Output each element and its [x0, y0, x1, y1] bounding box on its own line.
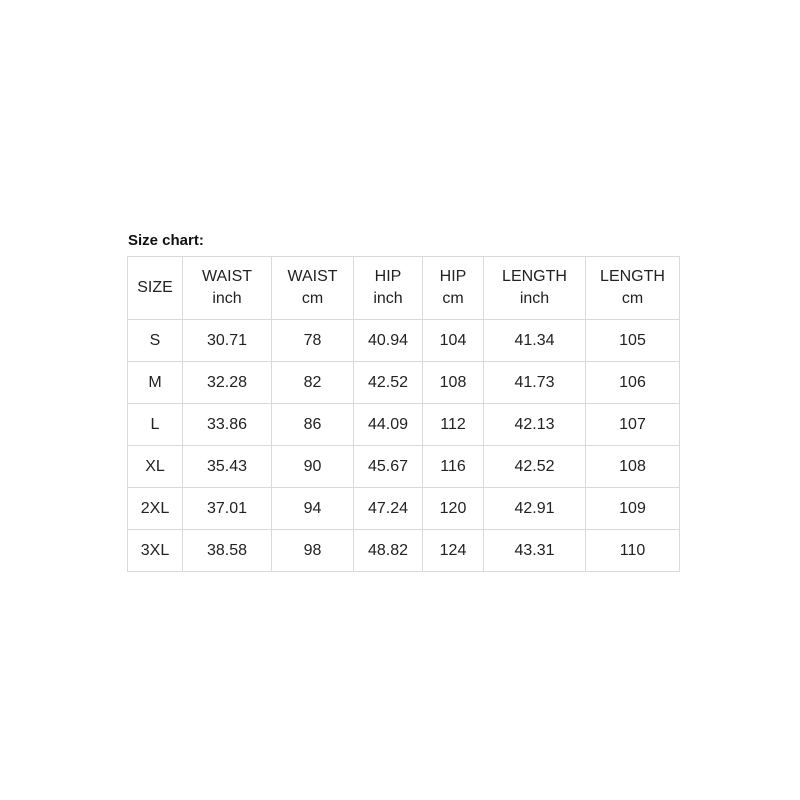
header-size: SIZE: [128, 257, 183, 320]
cell-length-cm: 106: [586, 362, 680, 404]
cell-length-cm: 108: [586, 446, 680, 488]
cell-length-inch: 42.13: [484, 404, 586, 446]
cell-length-cm: 105: [586, 320, 680, 362]
cell-hip-inch: 42.52: [354, 362, 423, 404]
header-waist-inch: WAIST inch: [183, 257, 272, 320]
cell-hip-cm: 116: [423, 446, 484, 488]
table-header-row: [128, 257, 680, 320]
cell-size: S: [128, 320, 183, 362]
cell-waist-inch: 30.71: [183, 320, 272, 362]
cell-size: XL: [128, 446, 183, 488]
size-chart-title: Size chart:: [128, 232, 204, 249]
header-waist-cm: WAIST cm: [272, 257, 354, 320]
cell-waist-cm: 86: [272, 404, 354, 446]
cell-length-inch: 42.91: [484, 488, 586, 530]
cell-waist-cm: 82: [272, 362, 354, 404]
cell-hip-inch: 48.82: [354, 530, 423, 572]
cell-hip-cm: 104: [423, 320, 484, 362]
cell-hip-inch: 45.67: [354, 446, 423, 488]
table-row: [128, 320, 680, 362]
cell-waist-cm: 98: [272, 530, 354, 572]
cell-waist-cm: 90: [272, 446, 354, 488]
table-row: [128, 446, 680, 488]
cell-hip-cm: 112: [423, 404, 484, 446]
cell-waist-cm: 78: [272, 320, 354, 362]
cell-hip-inch: 47.24: [354, 488, 423, 530]
cell-waist-inch: 37.01: [183, 488, 272, 530]
cell-hip-inch: 44.09: [354, 404, 423, 446]
cell-length-cm: 110: [586, 530, 680, 572]
size-chart-table: [127, 256, 680, 572]
header-hip-inch: HIP inch: [354, 257, 423, 320]
table-row: [128, 404, 680, 446]
cell-size: 3XL: [128, 530, 183, 572]
header-hip-cm: HIP cm: [423, 257, 484, 320]
cell-size: M: [128, 362, 183, 404]
cell-waist-cm: 94: [272, 488, 354, 530]
cell-length-cm: 107: [586, 404, 680, 446]
cell-length-inch: 41.34: [484, 320, 586, 362]
cell-waist-inch: 32.28: [183, 362, 272, 404]
cell-length-inch: 42.52: [484, 446, 586, 488]
cell-hip-cm: 120: [423, 488, 484, 530]
table-row: [128, 488, 680, 530]
cell-length-inch: 41.73: [484, 362, 586, 404]
cell-waist-inch: 33.86: [183, 404, 272, 446]
cell-waist-inch: 38.58: [183, 530, 272, 572]
table-row: [128, 530, 680, 572]
cell-waist-inch: 35.43: [183, 446, 272, 488]
cell-size: L: [128, 404, 183, 446]
cell-size: 2XL: [128, 488, 183, 530]
cell-hip-cm: 124: [423, 530, 484, 572]
cell-hip-inch: 40.94: [354, 320, 423, 362]
cell-hip-cm: 108: [423, 362, 484, 404]
table-row: [128, 362, 680, 404]
cell-length-cm: 109: [586, 488, 680, 530]
header-length-cm: LENGTH cm: [586, 257, 680, 320]
cell-length-inch: 43.31: [484, 530, 586, 572]
header-length-inch: LENGTH inch: [484, 257, 586, 320]
